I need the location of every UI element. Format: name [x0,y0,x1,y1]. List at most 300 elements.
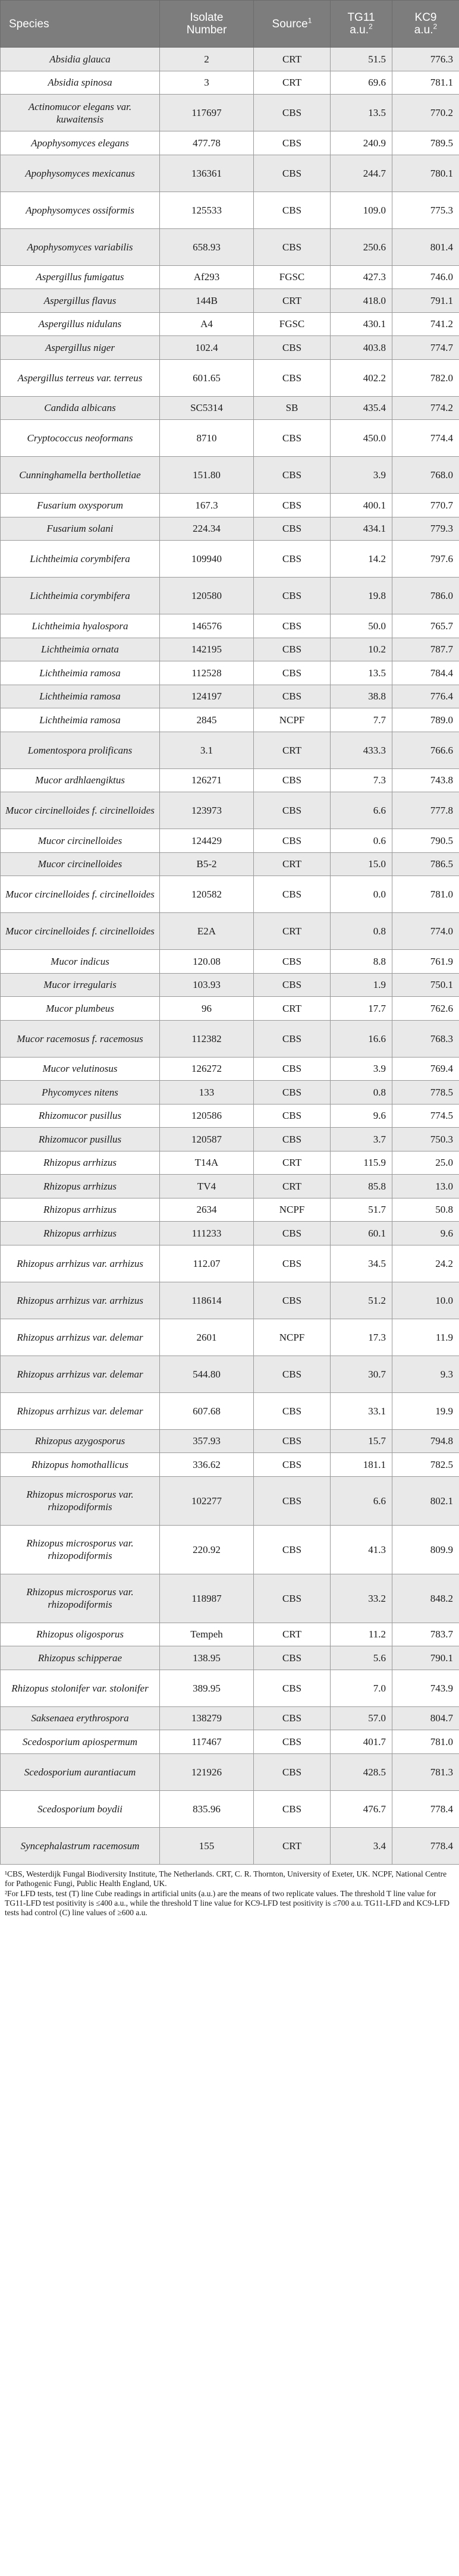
cell-source: CBS [254,1282,331,1319]
cell-species: Mucor circinelloides [1,852,160,876]
cell-kc9: 784.4 [392,661,459,685]
cell-tg11: 181.1 [331,1453,392,1477]
table-row [1,1151,459,1175]
header-species: Species [1,1,160,48]
cell-kc9: 770.7 [392,494,459,517]
cell-tg11: 19.8 [331,578,392,614]
cell-isolate-number: 3 [160,71,254,95]
cell-kc9: 774.4 [392,420,459,457]
cell-tg11: 6.6 [331,1476,392,1525]
cell-kc9: 10.0 [392,1282,459,1319]
cell-species: Rhizopus microsporus var. rhizopodiformis [1,1574,160,1623]
cell-kc9: 779.3 [392,517,459,541]
cell-source: CBS [254,876,331,913]
cell-source: CBS [254,1128,331,1151]
table-row [1,1453,459,1477]
cell-kc9: 775.3 [392,192,459,228]
table-row [1,1128,459,1151]
table-row [1,48,459,71]
cell-kc9: 765.7 [392,614,459,638]
table-row [1,578,459,614]
cell-kc9: 774.0 [392,913,459,950]
cell-isolate-number: 136361 [160,155,254,192]
cell-kc9: 768.0 [392,457,459,494]
cell-isolate-number: 601.65 [160,359,254,396]
cell-source: CBS [254,336,331,360]
cell-species: Rhizopus azygosporus [1,1429,160,1453]
cell-species: Rhizopus arrhizus var. arrhizus [1,1282,160,1319]
table-row [1,661,459,685]
cell-species: Lichtheimia ramosa [1,685,160,708]
cell-source: CBS [254,359,331,396]
cell-kc9: 791.1 [392,289,459,313]
cell-source: CBS [254,155,331,192]
cell-kc9: 778.5 [392,1081,459,1105]
cell-source: CBS [254,541,331,578]
table-row [1,289,459,313]
cell-source: FGSC [254,265,331,289]
cell-source: CBS [254,1753,331,1790]
table-row [1,359,459,396]
cell-tg11: 33.1 [331,1392,392,1429]
table-row [1,312,459,336]
table-row [1,396,459,420]
cell-tg11: 0.6 [331,829,392,853]
cell-source: CBS [254,638,331,661]
cell-species: Cunninghamella bertholletiae [1,457,160,494]
cell-tg11: 430.1 [331,312,392,336]
footnote-2: ²For LFD tests, test (T) line Cube readings in artificial units (a.u.) are the means of two replicate values. The threshold T line value for TG11-LFD test positivity is ≤400 a.u., while the threshold T line value for KC9-LFD test positivity is ≤700 a.u. TG11-LFD and KC9-LFD tests had control (C) line values of ≥600 a.u. [5,1888,450,1917]
cell-tg11: 400.1 [331,494,392,517]
cell-isolate-number: 3.1 [160,732,254,768]
table-row [1,192,459,228]
cell-species: Mucor indicus [1,950,160,974]
cell-species: Rhizopus arrhizus var. delemar [1,1392,160,1429]
cell-kc9: 782.5 [392,1453,459,1477]
cell-isolate-number: 144B [160,289,254,313]
cell-source: CBS [254,1790,331,1827]
cell-isolate-number: 835.96 [160,1790,254,1827]
cell-source: CBS [254,1429,331,1453]
cell-source: CRT [254,1175,331,1198]
cell-tg11: 6.6 [331,792,392,829]
cell-isolate-number: 117697 [160,95,254,131]
cell-source: CBS [254,494,331,517]
cell-species: Aspergillus nidulans [1,312,160,336]
cell-species: Mucor circinelloides f. circinelloides [1,876,160,913]
cell-kc9: 797.6 [392,541,459,578]
cell-isolate-number: TV4 [160,1175,254,1198]
cell-isolate-number: A4 [160,312,254,336]
cell-isolate-number: 658.93 [160,228,254,265]
cell-tg11: 51.2 [331,1282,392,1319]
cell-tg11: 57.0 [331,1706,392,1730]
cell-tg11: 0.8 [331,1081,392,1105]
cell-species: Mucor plumbeus [1,997,160,1021]
cell-tg11: 13.5 [331,661,392,685]
cell-isolate-number: 118987 [160,1574,254,1623]
cell-species: Scedosporium apiospermum [1,1730,160,1754]
cell-source: CBS [254,1574,331,1623]
cell-source: CRT [254,289,331,313]
cell-isolate-number: 125533 [160,192,254,228]
table-row [1,457,459,494]
cell-isolate-number: 224.34 [160,517,254,541]
cell-species: Phycomyces nitens [1,1081,160,1105]
cell-species: Lomentospora prolificans [1,732,160,768]
table-row [1,973,459,997]
cell-tg11: 85.8 [331,1175,392,1198]
cell-isolate-number: 123973 [160,792,254,829]
cell-species: Lichtheimia ramosa [1,661,160,685]
cell-source: CRT [254,852,331,876]
cell-species: Cryptococcus neoformans [1,420,160,457]
cell-source: CBS [254,1525,331,1574]
table-row [1,1319,459,1356]
cell-tg11: 1.9 [331,973,392,997]
cell-kc9: 789.0 [392,708,459,732]
cell-isolate-number: 155 [160,1827,254,1864]
cell-tg11: 476.7 [331,1790,392,1827]
cell-kc9: 783.7 [392,1623,459,1646]
cell-kc9: 13.0 [392,1175,459,1198]
cell-species: Lichtheimia corymbifera [1,578,160,614]
cell-source: CBS [254,1392,331,1429]
cell-tg11: 5.6 [331,1646,392,1670]
table-row [1,1020,459,1057]
cell-isolate-number: 8710 [160,420,254,457]
cell-tg11: 8.8 [331,950,392,974]
cell-isolate-number: 607.68 [160,1392,254,1429]
cell-species: Actinomucor elegans var. kuwaitensis [1,95,160,131]
cell-tg11: 3.9 [331,457,392,494]
table-row [1,1081,459,1105]
table-row [1,1356,459,1392]
table-row [1,1790,459,1827]
cell-tg11: 435.4 [331,396,392,420]
table-row [1,1222,459,1245]
cell-kc9: 750.1 [392,973,459,997]
cell-tg11: 401.7 [331,1730,392,1754]
cell-species: Lichtheimia ramosa [1,708,160,732]
cell-tg11: 3.7 [331,1128,392,1151]
cell-isolate-number: 120582 [160,876,254,913]
cell-tg11: 51.7 [331,1198,392,1222]
header-kc9: KC9 a.u.$^2$ [392,1,459,48]
cell-kc9: 848.2 [392,1574,459,1623]
cell-tg11: 450.0 [331,420,392,457]
cell-tg11: 7.0 [331,1670,392,1706]
cell-source: CBS [254,768,331,792]
cell-source: CBS [254,1081,331,1105]
cell-kc9: 11.9 [392,1319,459,1356]
cell-tg11: 3.9 [331,1057,392,1081]
cell-source: CBS [254,1057,331,1081]
table-row [1,265,459,289]
cell-kc9: 743.9 [392,1670,459,1706]
cell-kc9: 750.3 [392,1128,459,1151]
cell-species: Syncephalastrum racemosum [1,1827,160,1864]
cell-kc9: 782.0 [392,359,459,396]
cell-source: CBS [254,1476,331,1525]
cell-species: Lichtheimia ornata [1,638,160,661]
cell-species: Mucor racemosus f. racemosus [1,1020,160,1057]
cell-isolate-number: 220.92 [160,1525,254,1574]
table-row [1,792,459,829]
table-row [1,420,459,457]
cell-source: NCPF [254,1319,331,1356]
cell-kc9: 774.5 [392,1104,459,1128]
cell-tg11: 15.0 [331,852,392,876]
table-row [1,852,459,876]
cell-kc9: 778.4 [392,1827,459,1864]
table-row [1,131,459,155]
cell-kc9: 766.6 [392,732,459,768]
cell-species: Apophysomyces elegans [1,131,160,155]
cell-kc9: 762.6 [392,997,459,1021]
table-row [1,1057,459,1081]
cell-isolate-number: 112528 [160,661,254,685]
cell-tg11: 17.3 [331,1319,392,1356]
cell-species: Scedosporium aurantiacum [1,1753,160,1790]
cell-source: CBS [254,228,331,265]
cell-source: CBS [254,614,331,638]
table-row [1,614,459,638]
cell-source: CRT [254,48,331,71]
table-row [1,997,459,1021]
cell-tg11: 41.3 [331,1525,392,1574]
cell-species: Aspergillus niger [1,336,160,360]
cell-source: CBS [254,792,331,829]
cell-species: Mucor circinelloides [1,829,160,853]
cell-tg11: 51.5 [331,48,392,71]
cell-kc9: 776.3 [392,48,459,71]
cell-species: Aspergillus flavus [1,289,160,313]
table-row [1,1282,459,1319]
cell-isolate-number: 96 [160,997,254,1021]
cell-isolate-number: 544.80 [160,1356,254,1392]
cell-source: CBS [254,131,331,155]
table-row [1,732,459,768]
cell-species: Rhizopus microsporus var. rhizopodiformis [1,1525,160,1574]
cell-tg11: 402.2 [331,359,392,396]
cell-source: CBS [254,1222,331,1245]
cell-tg11: 3.4 [331,1827,392,1864]
table-row [1,494,459,517]
cell-isolate-number: SC5314 [160,396,254,420]
cell-kc9: 761.9 [392,950,459,974]
cell-source: CBS [254,95,331,131]
cell-source: CRT [254,71,331,95]
cell-kc9: 25.0 [392,1151,459,1175]
table-row [1,685,459,708]
footnotes [0,1865,459,1918]
table-header [1,1,459,48]
cell-tg11: 250.6 [331,228,392,265]
cell-species: Rhizopus homothallicus [1,1453,160,1477]
cell-isolate-number: 2845 [160,708,254,732]
cell-kc9: 790.5 [392,829,459,853]
cell-species: Absidia spinosa [1,71,160,95]
cell-source: CBS [254,685,331,708]
cell-isolate-number: 133 [160,1081,254,1105]
cell-isolate-number: 117467 [160,1730,254,1754]
table-row [1,1245,459,1282]
table-row [1,336,459,360]
cell-kc9: 794.8 [392,1429,459,1453]
cell-source: CRT [254,913,331,950]
cell-kc9: 774.7 [392,336,459,360]
cell-kc9: 809.9 [392,1525,459,1574]
table-row [1,1827,459,1864]
cell-tg11: 11.2 [331,1623,392,1646]
header-isolate-number: Isolate Number [160,1,254,48]
cell-kc9: 743.8 [392,768,459,792]
cell-tg11: 403.8 [331,336,392,360]
table-row [1,1730,459,1754]
cell-isolate-number: 120586 [160,1104,254,1128]
cell-species: Rhizomucor pusillus [1,1104,160,1128]
cell-tg11: 50.0 [331,614,392,638]
cell-kc9: 781.3 [392,1753,459,1790]
cell-source: CBS [254,1104,331,1128]
cell-isolate-number: T14A [160,1151,254,1175]
cell-tg11: 7.7 [331,708,392,732]
table-body [1,48,459,1865]
cell-source: NCPF [254,708,331,732]
cell-tg11: 10.2 [331,638,392,661]
cell-isolate-number: 121926 [160,1753,254,1790]
cell-tg11: 428.5 [331,1753,392,1790]
cell-source: CBS [254,1730,331,1754]
cell-species: Mucor velutinosus [1,1057,160,1081]
cell-species: Fusarium oxysporum [1,494,160,517]
cell-isolate-number: Tempeh [160,1623,254,1646]
cell-kc9: 777.8 [392,792,459,829]
cell-species: Fusarium solani [1,517,160,541]
cell-kc9: 19.9 [392,1392,459,1429]
cell-isolate-number: 146576 [160,614,254,638]
cell-source: CRT [254,997,331,1021]
cell-isolate-number: 389.95 [160,1670,254,1706]
table-row [1,1198,459,1222]
cell-species: Rhizopus oligosporus [1,1623,160,1646]
footnote-1: ¹CBS, Westerdijk Fungal Biodiversity Institute, The Netherlands. CRT, C. R. Thornton, University of Exeter, UK. NCPF, National Centre for Pathogenic Fungi, Public Health England, UK. [5,1869,447,1888]
table-row [1,1753,459,1790]
cell-tg11: 7.3 [331,768,392,792]
cell-source: FGSC [254,312,331,336]
cell-kc9: 778.4 [392,1790,459,1827]
cell-tg11: 13.5 [331,95,392,131]
table-row [1,829,459,853]
cell-species: Apophysomyces ossiformis [1,192,160,228]
cell-isolate-number: 126272 [160,1057,254,1081]
cell-species: Rhizopus arrhizus var. delemar [1,1356,160,1392]
table-row [1,71,459,95]
cell-species: Mucor circinelloides f. circinelloides [1,913,160,950]
table-row [1,638,459,661]
cell-species: Scedosporium boydii [1,1790,160,1827]
cell-source: CBS [254,1020,331,1057]
table-row [1,517,459,541]
table-row [1,1646,459,1670]
cell-isolate-number: 2 [160,48,254,71]
cell-species: Saksenaea erythrospora [1,1706,160,1730]
cell-species: Rhizopus microsporus var. rhizopodiformis [1,1476,160,1525]
table-row [1,708,459,732]
cell-kc9: 774.2 [392,396,459,420]
cell-isolate-number: E2A [160,913,254,950]
cell-isolate-number: 120.08 [160,950,254,974]
cell-kc9: 801.4 [392,228,459,265]
cell-kc9: 786.0 [392,578,459,614]
cell-tg11: 109.0 [331,192,392,228]
cell-isolate-number: 102277 [160,1476,254,1525]
cell-tg11: 16.6 [331,1020,392,1057]
cell-isolate-number: 120587 [160,1128,254,1151]
cell-isolate-number: 124197 [160,685,254,708]
table-row [1,228,459,265]
cell-species: Rhizopus schipperae [1,1646,160,1670]
table-row [1,876,459,913]
table-row [1,1175,459,1198]
cell-tg11: 9.6 [331,1104,392,1128]
cell-isolate-number: 124429 [160,829,254,853]
cell-kc9: 789.5 [392,131,459,155]
cell-isolate-number: 2601 [160,1319,254,1356]
cell-species: Aspergillus fumigatus [1,265,160,289]
cell-species: Candida albicans [1,396,160,420]
cell-kc9: 790.1 [392,1646,459,1670]
cell-source: CBS [254,661,331,685]
table-row [1,1525,459,1574]
cell-species: Mucor ardhlaengiktus [1,768,160,792]
cell-kc9: 24.2 [392,1245,459,1282]
cell-tg11: 33.2 [331,1574,392,1623]
cell-tg11: 38.8 [331,685,392,708]
cell-source: CBS [254,517,331,541]
table-row [1,541,459,578]
cell-isolate-number: 138.95 [160,1646,254,1670]
cell-kc9: 9.3 [392,1356,459,1392]
cell-species: Rhizopus arrhizus [1,1151,160,1175]
cell-kc9: 781.0 [392,1730,459,1754]
table-row [1,1574,459,1623]
table-row [1,95,459,131]
cell-source: CBS [254,1356,331,1392]
cell-species: Rhizopus arrhizus [1,1175,160,1198]
cell-tg11: 244.7 [331,155,392,192]
cell-tg11: 15.7 [331,1429,392,1453]
cell-isolate-number: 336.62 [160,1453,254,1477]
table-row [1,1392,459,1429]
cell-tg11: 0.0 [331,876,392,913]
header-tg11: TG11 a.u.$^2$ [331,1,392,48]
table-row [1,155,459,192]
cell-kc9: 9.6 [392,1222,459,1245]
cell-kc9: 768.3 [392,1020,459,1057]
cell-species: Rhizopus arrhizus var. delemar [1,1319,160,1356]
cell-source: CBS [254,578,331,614]
cell-species: Mucor irregularis [1,973,160,997]
cell-kc9: 786.5 [392,852,459,876]
cell-kc9: 746.0 [392,265,459,289]
table-row [1,1429,459,1453]
cell-source: CBS [254,192,331,228]
cell-tg11: 34.5 [331,1245,392,1282]
cell-kc9: 741.2 [392,312,459,336]
cell-isolate-number: 138279 [160,1706,254,1730]
